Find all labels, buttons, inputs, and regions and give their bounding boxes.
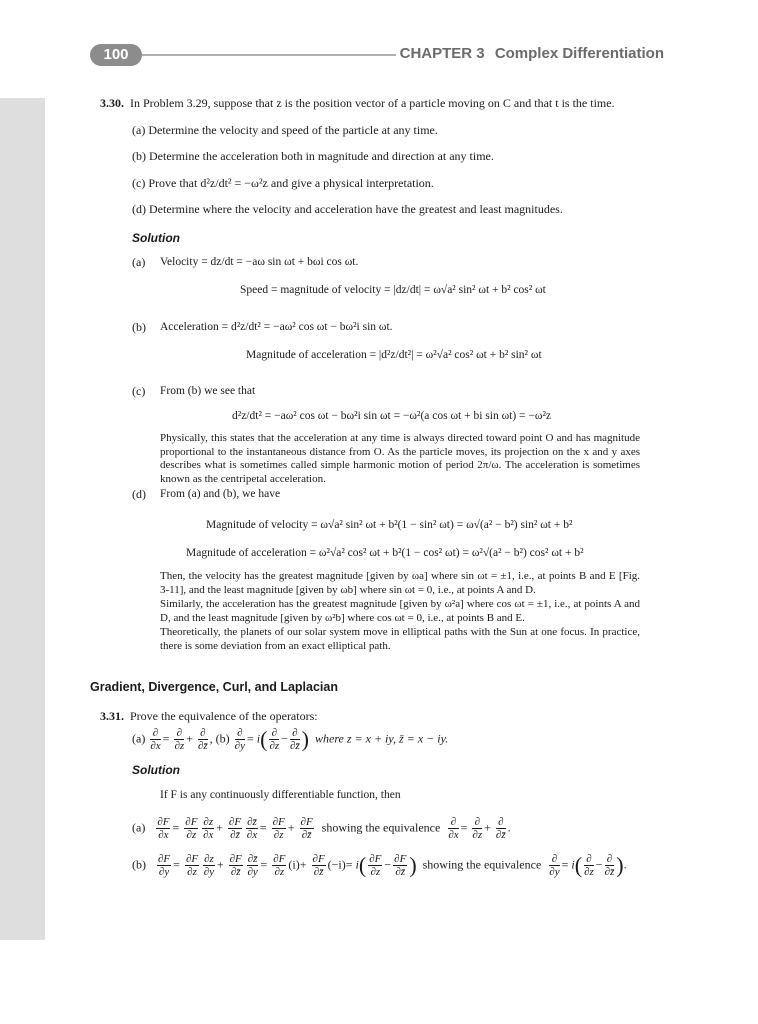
- chapter-label: CHAPTER 3: [399, 45, 485, 62]
- sol-d-label: (d): [132, 487, 146, 501]
- problem-330-part-c: (c) Prove that d²z/dt² = −ω²z and give a physical interpretation.: [132, 176, 434, 190]
- open-paren: (: [574, 852, 583, 878]
- fraction: $\frac{\partial z}{\partial x}$: [203, 816, 214, 841]
- fraction: $\frac{\partial F}{\partial z̄}$: [300, 816, 313, 841]
- chapter-title: Complex Differentiation: [494, 45, 664, 62]
- sol-d-paragraph-3: Theoretically, the planets of our solar system move in elliptical paths with the Sun at one focus. In practice, there is some deviation from an exact elliptical path.: [160, 626, 640, 652]
- problem-number: 3.31.: [100, 709, 124, 723]
- sol-a-speed: Speed = magnitude of velocity = |dz/dt| = ω√a² sin² ωt + b² cos² ωt: [240, 284, 546, 296]
- operator-equivalence-statement: (a) $\frac{\partial}{\partial x}$ = $\frac{\partial}{\partial z}$ + $\frac{\partial}{\partial z̄}$ , (b) $\frac{\partial}{\partial y}$ = i( $\frac{\partial}{\partial z}$ − $\frac{\partial}{\partial z̄}$ ) where z = x + iy, z̄ = x − iy.: [132, 726, 449, 752]
- fraction: $\frac{\partial}{\partial z̄}$: [197, 727, 208, 752]
- fraction: $\frac{\partial}{\partial z}$: [584, 853, 594, 878]
- open-paren: (: [358, 852, 367, 878]
- fraction: $\frac{\partial}{\partial z̄}$: [604, 853, 615, 878]
- fraction: $\frac{\partial z}{\partial y}$: [203, 853, 215, 878]
- page-margin-band: [0, 98, 45, 940]
- sol-d-paragraph-2: Similarly, the acceleration has the greatest magnitude [given by ω²a] where cos ωt = ±1, i.e., at points A and D, and the least magnitude [given by ω²b] where cos ωt = 0, i.e., at points B and E.: [160, 598, 640, 624]
- fraction: $\frac{\partial}{\partial z̄}$: [495, 816, 506, 841]
- fraction: $\frac{\partial F}{\partial y}$: [158, 853, 171, 878]
- fraction: $\frac{\partial F}{\partial z}$: [185, 816, 198, 841]
- solution-heading: Solution: [132, 231, 180, 245]
- fraction: $\frac{\partial F}{\partial z}$: [273, 853, 286, 878]
- sol-d-paragraph-1: Then, the velocity has the greatest magnitude [given by ωa] where sin ωt = ±1, i.e., at points B and E [Fig. 3-11], and the least magnitude [given by ωb] where sin ωt = 0, i.e., at points A and D.: [160, 570, 640, 596]
- sol-c-label: (c): [132, 384, 146, 398]
- sol-331-a-equation: (a) $\frac{\partial F}{\partial x}$ = $\frac{\partial F}{\partial z}$ $\frac{\partial z}{\partial x}$ + $\frac{\partial F}{\partial z̄}$ $\frac{\partial z̄}{\partial x}$ = $\frac{\partial F}{\partial z}$ + $\frac{\partial F}{\partial z̄}$ showing the equivalence $\frac{\partial}{\partial x}$ = $\frac{\partial}{\partial z}$ + $\frac{\partial}{\partial z̄}$ .: [132, 816, 511, 841]
- problem-331-intro: If F is any continuously differentiable function, then: [160, 789, 401, 801]
- sol-d-velocity-eq: Magnitude of velocity = ω√a² sin² ωt + b²(1 − sin² ωt) = ω√(a² − b²) sin² ωt + b²: [206, 519, 573, 531]
- running-header: [400, 45, 664, 62]
- open-paren: (: [260, 726, 268, 752]
- close-paren: ): [301, 726, 309, 752]
- fraction: $\frac{\partial}{\partial y}$: [234, 727, 245, 752]
- fraction: $\frac{\partial}{\partial z̄}$: [289, 727, 300, 752]
- fraction: $\frac{\partial F}{\partial z̄}$: [394, 853, 407, 878]
- page-number: 100: [90, 44, 142, 66]
- sol-d-intro: From (a) and (b), we have: [160, 488, 281, 500]
- problem-330-statement: 3.30. In Problem 3.29, suppose that z is the position vector of a particle moving on C and that t is the time.: [100, 96, 615, 110]
- sol-a-velocity: Velocity = dz/dt = −aω sin ωt + bωi cos ωt.: [160, 256, 359, 268]
- problem-number: 3.30.: [100, 96, 124, 110]
- fraction: $\frac{\partial F}{\partial x}$: [157, 816, 170, 841]
- sol-331-b-equation: (b) $\frac{\partial F}{\partial y}$ = $\frac{\partial F}{\partial z}$ $\frac{\partial z}{\partial y}$ + $\frac{\partial F}{\partial z̄}$ $\frac{\partial z̄}{\partial y}$ = $\frac{\partial F}{\partial z}$ (i)+ $\frac{\partial F}{\partial z̄}$ (−i)= i( $\frac{\partial F}{\partial z}$ − $\frac{\partial F}{\partial z̄}$ ) showing the equivalence $\frac{\partial}{\partial y}$ = i( $\frac{\partial}{\partial z}$ − $\frac{\partial}{\partial z̄}$ ).: [132, 852, 627, 878]
- problem-330-part-d: (d) Determine where the velocity and acceleration have the greatest and least magnitudes.: [132, 202, 563, 216]
- problem-330-part-a: (a) Determine the velocity and speed of the particle at any time.: [132, 123, 438, 137]
- fraction: $\frac{\partial}{\partial y}$: [549, 853, 560, 878]
- problem-330-part-b: (b) Determine the acceleration both in magnitude and direction at any time.: [132, 149, 494, 163]
- sol-c-intro: From (b) we see that: [160, 385, 256, 397]
- section-heading: Gradient, Divergence, Curl, and Laplacian: [90, 680, 338, 694]
- fraction: $\frac{\partial z̄}{\partial x}$: [246, 816, 258, 841]
- fraction: $\frac{\partial F}{\partial z}$: [185, 853, 199, 878]
- fraction: $\frac{\partial}{\partial z}$: [472, 816, 483, 841]
- sol-d-acceleration-eq: Magnitude of acceleration = ω²√a² cos² ωt + b²(1 − cos² ωt) = ω²√(a² − b²) cos² ωt + b²: [186, 547, 584, 559]
- sol-a-label: (a): [132, 255, 146, 269]
- fraction: $\frac{\partial}{\partial z}$: [269, 727, 280, 752]
- close-paren: ): [616, 852, 624, 878]
- close-paren: ): [409, 852, 417, 878]
- sol-b-acceleration: Acceleration = d²z/dt² = −aω² cos ωt − bω²i sin ωt.: [160, 321, 393, 333]
- fraction: $\frac{\partial}{\partial z}$: [174, 727, 185, 752]
- sol-c-equation: d²z/dt² = −aω² cos ωt − bω²i sin ωt = −ω²(a cos ωt + bi sin ωt) = −ω²z: [232, 410, 552, 422]
- sol-b-label: (b): [132, 320, 146, 334]
- problem-331-statement: 3.31. Prove the equivalence of the operators:: [100, 709, 318, 723]
- fraction: $\frac{\partial F}{\partial z}$: [272, 816, 285, 841]
- fraction: $\frac{\partial}{\partial x}$: [448, 816, 459, 841]
- fraction: $\frac{\partial z̄}{\partial y}$: [247, 853, 258, 878]
- fraction: $\frac{\partial F}{\partial z}$: [369, 853, 382, 878]
- sol-c-paragraph: Physically, this states that the acceleration at any time is always directed toward point O and has magnitude proportional to the instantaneous distance from O. As the particle moves, its projection on the x and y axes describes what is sometimes called simple harmonic motion of period 2π/ω. The acceleration is sometimes known as the centripetal acceleration.: [160, 432, 640, 485]
- fraction: $\frac{\partial F}{\partial z̄}$: [229, 853, 242, 878]
- fraction: $\frac{\partial F}{\partial z̄}$: [312, 853, 325, 878]
- sol-b-magnitude: Magnitude of acceleration = |d²z/dt²| = ω²√a² cos² ωt + b² sin² ωt: [246, 349, 542, 361]
- fraction: $\frac{\partial}{\partial x}$: [150, 727, 161, 752]
- solution-heading: Solution: [132, 763, 180, 777]
- fraction: $\frac{\partial F}{\partial z̄}$: [228, 816, 242, 841]
